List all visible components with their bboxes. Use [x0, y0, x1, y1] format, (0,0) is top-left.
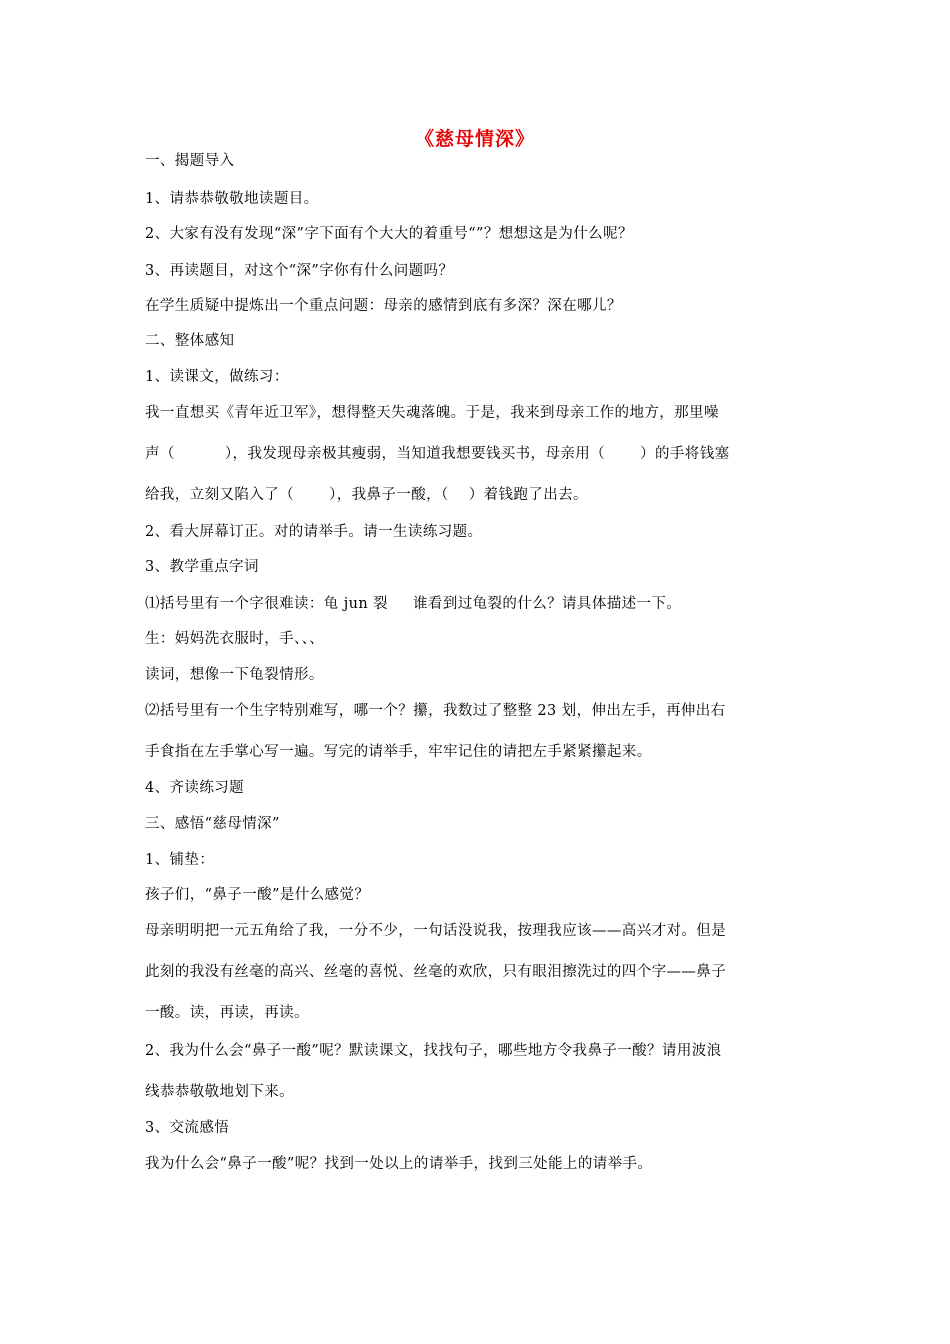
text-line: 此刻的我没有丝毫的高兴、丝毫的喜悦、丝毫的欢欣，只有眼泪擦洗过的四个字——鼻子 [145, 964, 727, 980]
text-line: 生：妈妈洗衣服时，手、、、 [145, 631, 325, 647]
text-line: 2、看大屏幕订正。对的请举手。请一生读练习题。 [145, 524, 483, 540]
text-line: 给我，立刻又陷入了（ ），我鼻子一酸，（ ）着钱跑了出去。 [145, 487, 588, 503]
text-line: 孩子们，“鼻子一酸”是什么感觉？ [145, 887, 370, 903]
text-line: 一、揭题导入 [145, 153, 235, 169]
text-line: 在学生质疑中提炼出一个重点问题：母亲的感情到底有多深？深在哪儿？ [145, 298, 622, 314]
text-line: 3、再读题目，对这个“深”字你有什么问题吗？ [145, 263, 454, 279]
text-line: 2、我为什么会“鼻子一酸”呢？默读课文，找找句子，哪些地方令我鼻子一酸？请用波浪 [145, 1043, 722, 1059]
text-line: 我一直想买《青年近卫军》，想得整天失魂落魄。于是，我来到母亲工作的地方，那里噪 [145, 405, 719, 421]
text-line: 声（ ），我发现母亲极其瘦弱，当知道我想要钱买书，母亲用（ ）的手将钱塞 [145, 446, 730, 462]
text-line: 1、铺垫： [145, 852, 215, 868]
text-line: 手食指在左手掌心写一遍。写完的请举手，牢牢记住的请把左手紧紧攥起来。 [145, 744, 652, 760]
text-line: 一酸。读，再读，再读。 [145, 1005, 309, 1021]
text-line: 我为什么会“鼻子一酸”呢？找到一处以上的请举手，找到三处能上的请举手。 [145, 1156, 653, 1172]
text-line: 3、教学重点字词 [145, 559, 259, 575]
text-line: 2、大家有没有发现“深”字下面有个大大的着重号“”？想想这是为什么呢？ [145, 226, 633, 242]
text-line: 二、整体感知 [145, 333, 235, 349]
text-line: 三、感悟“慈母情深” [145, 816, 280, 832]
text-line: ⑵括号里有一个生字特别难写，哪一个？攥，我数过了整整 23 划，伸出左手，再伸出右 [145, 703, 726, 719]
text-line: 1、请恭恭敬敬地读题目。 [145, 191, 319, 207]
text-line: 读词，想像一下龟裂情形。 [145, 667, 324, 683]
text-line: 线恭恭敬敬地划下来。 [145, 1084, 294, 1100]
document-title: 《慈母情深》 [414, 128, 535, 150]
text-line: ⑴括号里有一个字很难读：龟 jun 裂 谁看到过龟裂的什么？请具体描述一下。 [145, 596, 682, 612]
text-line: 3、交流感悟 [145, 1120, 230, 1136]
text-line: 母亲明明把一元五角给了我，一分不少，一句话没说我，按理我应该——高兴才对。但是 [145, 923, 727, 939]
text-line: 4、齐读练习题 [145, 780, 245, 796]
text-line: 1、读课文，做练习： [145, 369, 289, 385]
